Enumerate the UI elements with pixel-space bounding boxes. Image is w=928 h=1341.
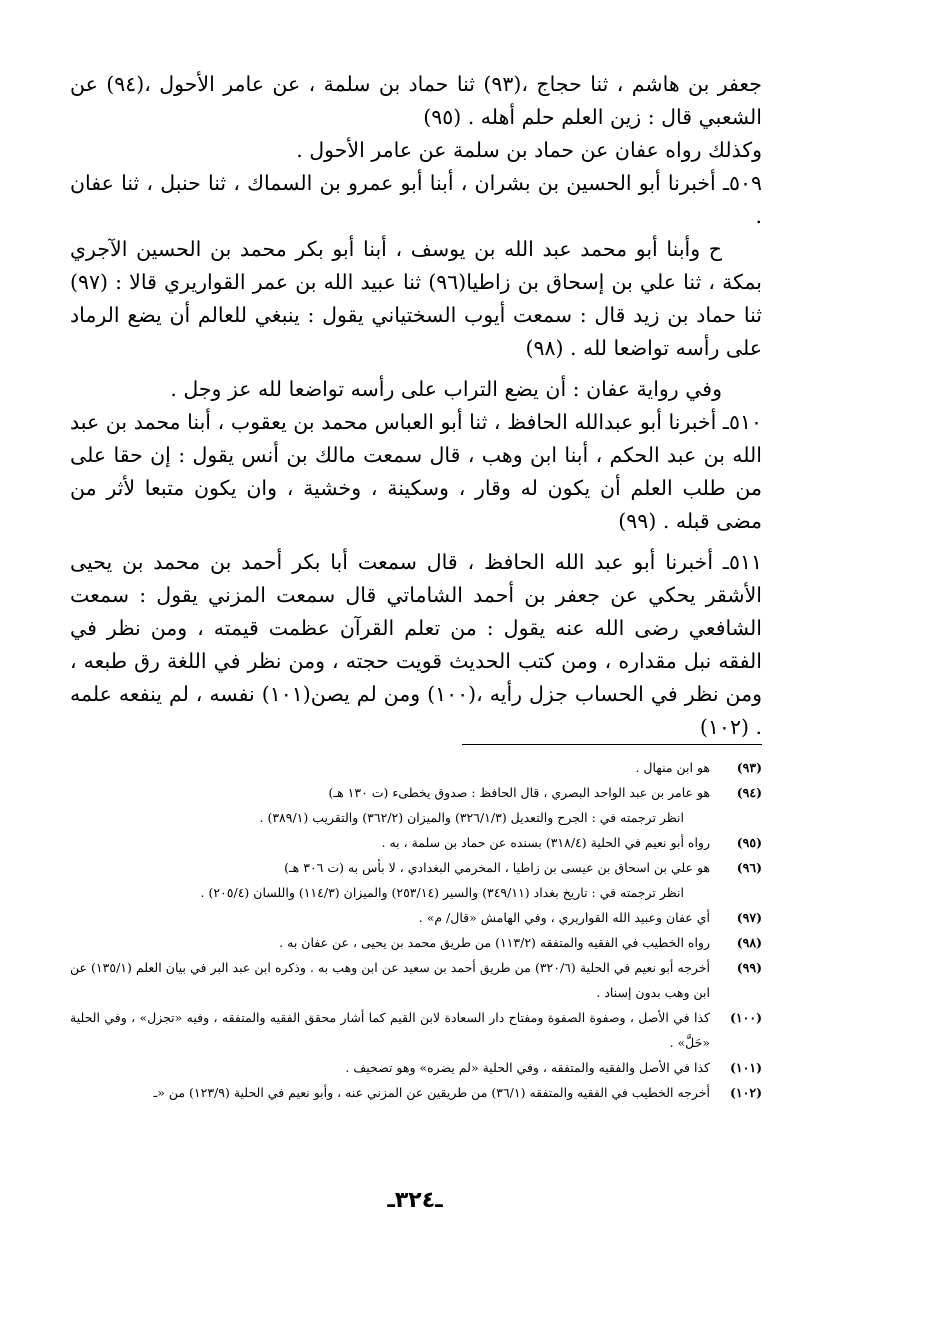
- footnote-100: [70, 1005, 762, 1055]
- footnote-94: [70, 780, 762, 805]
- footnote-99: [70, 955, 762, 1005]
- footnote-text: هو ابن منهال .: [635, 760, 710, 775]
- footnote-number: (٩٥): [736, 835, 762, 850]
- paragraph-511: ٥١١ـ أخبرنا أبو عبد الله الحافظ ، قال سمعت أبا بكر أحمد بن محمد بن يحيى الأشقر يحكي عن جعفر بن أحمد الشاماتي قال سمعت المزني يقول : سمعت الشافعي رضى الله عنه يقول : من تعلم القرآن عظمت قيمته ، ومن نظر في الفقه نبل مقداره ، ومن كتب الحديث قويت حجته ، ومن نظر في اللغة رق طبعه ، ومن نظر في الحساب جزل رأيه ،(١٠٠) ومن لم يصن(١٠١) نفسه ، لم ينفعه علمه . (١٠٢): [70, 550, 762, 739]
- footnote-text: كذا في الأصل ، وصفوة الصفوة ومفتاح دار السعادة لابن القيم كما أشار محقق الفقيه والمتفقه ، وفيه «تجزل» ، وفي الحلية «حَلَّ» .: [70, 1010, 710, 1050]
- paragraph-509: ٥٠٩ـ أخبرنا أبو الحسين بن بشران ، أبنا أبو عمرو بن السماك ، ثنا حنبل ، ثنا عفان .: [70, 171, 762, 228]
- paragraph-509-continued: ح وأبنا أبو محمد عبد الله بن يوسف ، أبنا أبو بكر محمد بن الحسين الآجري بمكة ، ثنا علي بن إسحاق بن زاطيا(٩٦) ثنا عبيد الله بن عمر القواريري قالا : (٩٧) ثنا حماد بن زيد قال : سمعت أيوب السختياني يقول : ينبغي للعالم أن يضع الرماد على رأسه تواضعا لله . (٩٨): [70, 237, 762, 360]
- footnotes: [70, 755, 762, 1105]
- footnote-separator: [462, 744, 762, 745]
- page-number: ـ٣٢٤ـ: [387, 1188, 443, 1213]
- paragraph-affan-narration: وفي رواية عفان : أن يضع التراب على رأسه تواضعا لله عز وجل .: [170, 377, 722, 401]
- footnote-text: أخرجه أبو نعيم في الحلية (٣٢٠/٦) من طريق أحمد بن سعيد عن ابن وهب به . وذكره ابن عبد البر في بيان العلم (١٣٥/١) عن ابن وهب بدون إسناد .: [70, 960, 711, 1000]
- footnote-97: [70, 905, 762, 930]
- footnote-96: [70, 855, 762, 880]
- footnote-number: (١٠٢): [730, 1085, 762, 1100]
- footnote-101: [70, 1055, 762, 1080]
- footnote-102: [70, 1080, 762, 1105]
- footnote-96-continued: [70, 880, 762, 905]
- footnote-number: (٩٦): [736, 860, 762, 875]
- footnote-text: هو عامر بن عبد الواحد البصري ، قال الحافظ : صدوق يخطىء (ت ١٣٠ هـ): [328, 785, 710, 800]
- footnote-text: انظر ترجمته في : تاريخ بغداد (٣٤٩/١١) والسير (٢٥٣/١٤) والميزان (١١٤/٣) واللسان (٢٠٥/٤) .: [200, 885, 684, 900]
- footnote-text: رواه الخطيب في الفقيه والمتفقه (١١٣/٢) من طريق محمد بن يحيى ، عن عفان به .: [279, 935, 710, 950]
- footnote-text: انظر ترجمته في : الجرح والتعديل (٣٢٦/١/٣) والميزان (٣٦٢/٢) والتقريب (٣٨٩/١) .: [259, 810, 684, 825]
- footnote-number: (١٠٠): [730, 1010, 762, 1025]
- footnote-number: (٩٤): [736, 785, 762, 800]
- page-body: [70, 68, 762, 1105]
- footnote-number: (٩٨): [736, 935, 762, 950]
- footnote-text: كذا في الأصل والفقيه والمتفقه ، وفي الحلية «لم يضره» وهو تصحيف .: [345, 1060, 710, 1075]
- paragraph-1: جعفر بن هاشم ، ثنا حجاج ،(٩٣) ثنا حماد بن سلمة ، عن عامر الأحول ،(٩٤) عن الشعبي قال : زين العلم حلم أهله . (٩٥): [70, 72, 762, 129]
- footnote-number: (١٠١): [730, 1060, 762, 1075]
- footnote-text: أي عفان وعبيد الله القواريري ، وفي الهامش «قال/ م» .: [418, 910, 710, 925]
- paragraph-2: وكذلك رواه عفان عن حماد بن سلمة عن عامر الأحول .: [296, 138, 762, 162]
- footnote-94-continued: [70, 805, 762, 830]
- paragraph-510: ٥١٠ـ أخبرنا أبو عبدالله الحافظ ، ثنا أبو العباس محمد بن يعقوب ، أبنا محمد بن عبد الله بن عبد الحكم ، أبنا ابن وهب ، قال سمعت مالك بن أنس يقول : إن حقا على من طلب العلم أن يكون له وقار ، وسكينة ، وخشية ، وان يكون متبعا لأثر من مضى قبله . (٩٩): [70, 410, 762, 533]
- footnote-number: (٩٩): [736, 960, 762, 975]
- footnote-93: [70, 755, 762, 780]
- footnote-text: أخرجه الخطيب في الفقيه والمتفقه (٣٦/١) من طريقين عن المزني عنه ، وأبو نعيم في الحلية (١٢٣/٩) من «ـ: [153, 1085, 710, 1100]
- footnote-text: هو علي بن اسحاق بن عيسى بن زاطيا ، المخرمي البغدادي ، لا بأس به (ت ٣٠٦ هـ): [284, 860, 710, 875]
- main-text: [70, 68, 762, 744]
- footnote-text: رواه أبو نعيم في الحلية (٣١٨/٤) بسنده عن حماد بن سلمة ، به .: [381, 835, 710, 850]
- footnote-number: (٩٣): [736, 760, 762, 775]
- footnote-98: [70, 930, 762, 955]
- footnote-number: (٩٧): [736, 910, 762, 925]
- footnote-95: [70, 830, 762, 855]
